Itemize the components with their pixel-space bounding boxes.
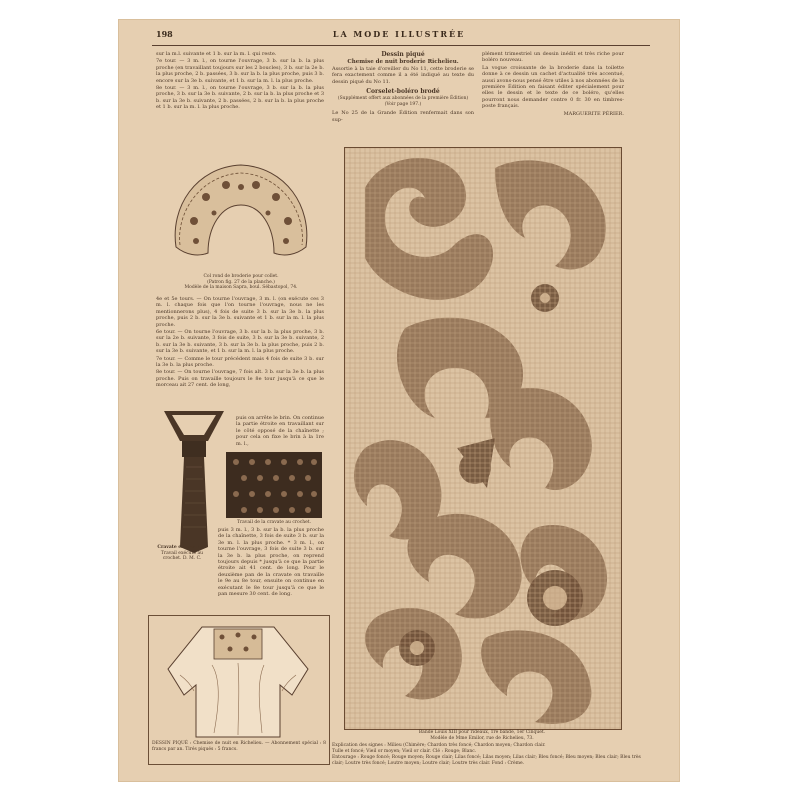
grid-caption-credit: Modèle de Mme Emilor, rue de Richelieu, 73. [430, 735, 534, 741]
legend-line: Entourage : Rouge foncé; Rouge moyen; Rouge clair; Lilas foncé; Lilas moyen; Lilas clair; Bleu foncé; Bleu moyen; Bleu clair; Bleu très clair; Loutre très foncé; Loutre moyen; Loutre clair; Loutre très clair. Fond : Crème. [332, 755, 641, 766]
collar-illustration [166, 157, 316, 273]
page-header [118, 29, 680, 43]
embroidery-grid-pattern [344, 147, 622, 730]
section-subheading: Chemise de nuit broderie Richelieu. [347, 59, 459, 65]
work-caption: Travail de la cravate au crochet. [236, 520, 312, 525]
tie-caption: Cravate en crochet. [157, 545, 207, 550]
paragraph: 7e tour. — Comme le tour précédent mais 4 fois de suite 3 b. sur la 3e b. la plus proche. [156, 355, 324, 369]
paragraph: puis 3 m. l., 3 b. sur la b. la plus proche de la chaînette, 3 fois de suite 3 b. sur la 3e m. l. la plus proche. * 3 m. l., on tourne l'ouvrage, 3 fois de suite 3 b. sur la 3e b. la plus proche, on reprend toujours depuis * jusqu'à ce que la partie étroite ait 41 cent. de long. Pour le deuxième pan de la cravate on travaille le 9e au 8e tour, ensuite on continue en exécutant le 8e tour jusqu'à ce que le pan mesure 30 cent. de long. [218, 527, 324, 598]
left-intro-text [156, 51, 324, 112]
embroidery-motif [345, 148, 621, 729]
grid-caption-block [344, 730, 620, 741]
paragraph: 4e et 5e tours. — On tourne l'ouvrage, 3 m. l. (on exécute ces 3 m. l. chaque fois que l'on tourne l'ouvrage, nous ne les mentionnerons plus), 4 fois de suite 3 b. sur la 3e b. la plus proche, puis 2 b. sur la 3e b. suivante et 1 b. sur la m. l. la plus proche. [156, 296, 324, 328]
section-heading: Corselet-boléro brodé [366, 88, 440, 96]
paragraph: sur la m.l. suivante et 1 b. sur la m. l. qui reste. [156, 51, 277, 57]
grid-caption-title: Bande Louis XIII pour rideaux, 1re bande, 1er Cinquet. [418, 730, 546, 735]
paragraph: 8e tour. — On tourne l'ouvrage, 7 fois alt. 3 b. sur la 3e b. la plus proche. Puis on travaille toujours le 8e tour jusqu'à ce que le morceau ait 27 cent. de long, [156, 369, 324, 389]
left-mid-text [156, 296, 324, 390]
tie-caption-block [154, 545, 210, 562]
paragraph: plément trimestriel un dessin inédit et très riche pour boléro nouveau. [482, 51, 624, 64]
section-note: (Supplément offert aux abonnées de la première Édition) [337, 96, 469, 102]
page-title: LA MODE ILLUSTRÉE [332, 29, 466, 39]
paragraph: Le No 25 de la Grande Édition renfermait dans son sup- [332, 110, 474, 123]
signature: MARGUERITE PÉRIER. [563, 110, 624, 117]
paragraph: 6e tour. — On tourne l'ouvrage, 3 b. sur la b. la plus proche, 3 b. sur la 2e b. suivante, 3 fois de suite, 3 b. sur la 3e b. suivante, 2 b. sur la 3e b. suivante, 3 b. sur la 3e b. la plus proche, puis 2 b. sur la 3e b. suivante, et 1 b. sur la m. l. la plus proche. [156, 329, 324, 355]
paragraph: 8e tour. — 3 m. l., on tourne l'ouvrage, 3 b. sur la b. la plus proche, 3 b. sur la 3e b. suivante, 2 b. sur la b. la plus proche et 3 b. sur la 3e b. suivante, 2 b. passées, 2 b. sur la b. la plus proche et 1 b. sur la m. l. la plus proche. [156, 85, 324, 111]
legend-line: Tulle et foncé; Vieil or moyen; Vieil or clair. Clé : Rouge; Blanc. [332, 749, 477, 754]
collar-credit: (Patron fig. 27 de la planche.) [207, 279, 275, 285]
header-rule [152, 45, 650, 46]
paragraph: Assortie à la taie d'oreiller du No 11, cette broderie se fera exactement comme il a été indiqué au texte du dessin piqué du No 11. [332, 66, 474, 85]
collar-caption: Col rond de broderie pour collet. [203, 274, 279, 279]
left-bottom-text [218, 527, 324, 598]
right-text [482, 51, 624, 118]
blouse-illustration [162, 621, 314, 739]
legend-line: Explication des signes : Milieu (Chimère; Chardon très foncé; Chardon moyen; Chardon clair. [332, 743, 546, 748]
collar-caption-block [166, 274, 316, 291]
left-wrap-text [236, 415, 324, 448]
paragraph: La vogue croissante de la broderie dans la toilette donne à ce dessin un cachet d'actualité très accentué, aussi avons-nous pensé être utiles à nos abonnées de la première Édition en faisant éditer spécialement pour elles le dessin et le texte de ce boléro, qu'elles pourront nous demander contre 0 fr. 30 en timbres-poste français. [482, 64, 624, 110]
center-text [332, 51, 474, 124]
crochet-work-sample [226, 452, 322, 518]
tie-credit: Travail exécuté au crochet. D. M. C. [160, 550, 204, 561]
page-number: 198 [156, 29, 173, 39]
section-heading: Dessin piqué [381, 51, 425, 58]
paragraph: 7e tour. — 3 m. l., on tourne l'ouvrage, 3 b. sur la b. la plus proche (en travaillant toujours sur les 2 boucles), 3 b. sur la 2e b. la plus proche, 2 b. passées, 3 b. sur la b. la plus proche, puis 3 b. encore sur la 3e b. suivante, et 1 b. sur la m. l. la plus proche. [156, 58, 324, 84]
stitch-legend [332, 743, 650, 767]
paragraph: puis on arrête le brin. On continue la partie étroite en travaillant sur le côté opposé de la chaînette ; pour cela on fixe le brin à la 1re m. l., [236, 415, 324, 447]
magazine-page [118, 19, 680, 782]
collar-credit-maker: Modèle de la maison Sapra, boul. Sébastopol, 74. [184, 285, 298, 290]
blouse-caption: DESSIN PIQUÉ : Chemise de nuit en Richelieu. — Abonnement spécial : 8 francs par an. Tirés piqués : 5 francs. [152, 741, 326, 752]
section-note-ref: (Voir page 197.) [384, 101, 422, 107]
